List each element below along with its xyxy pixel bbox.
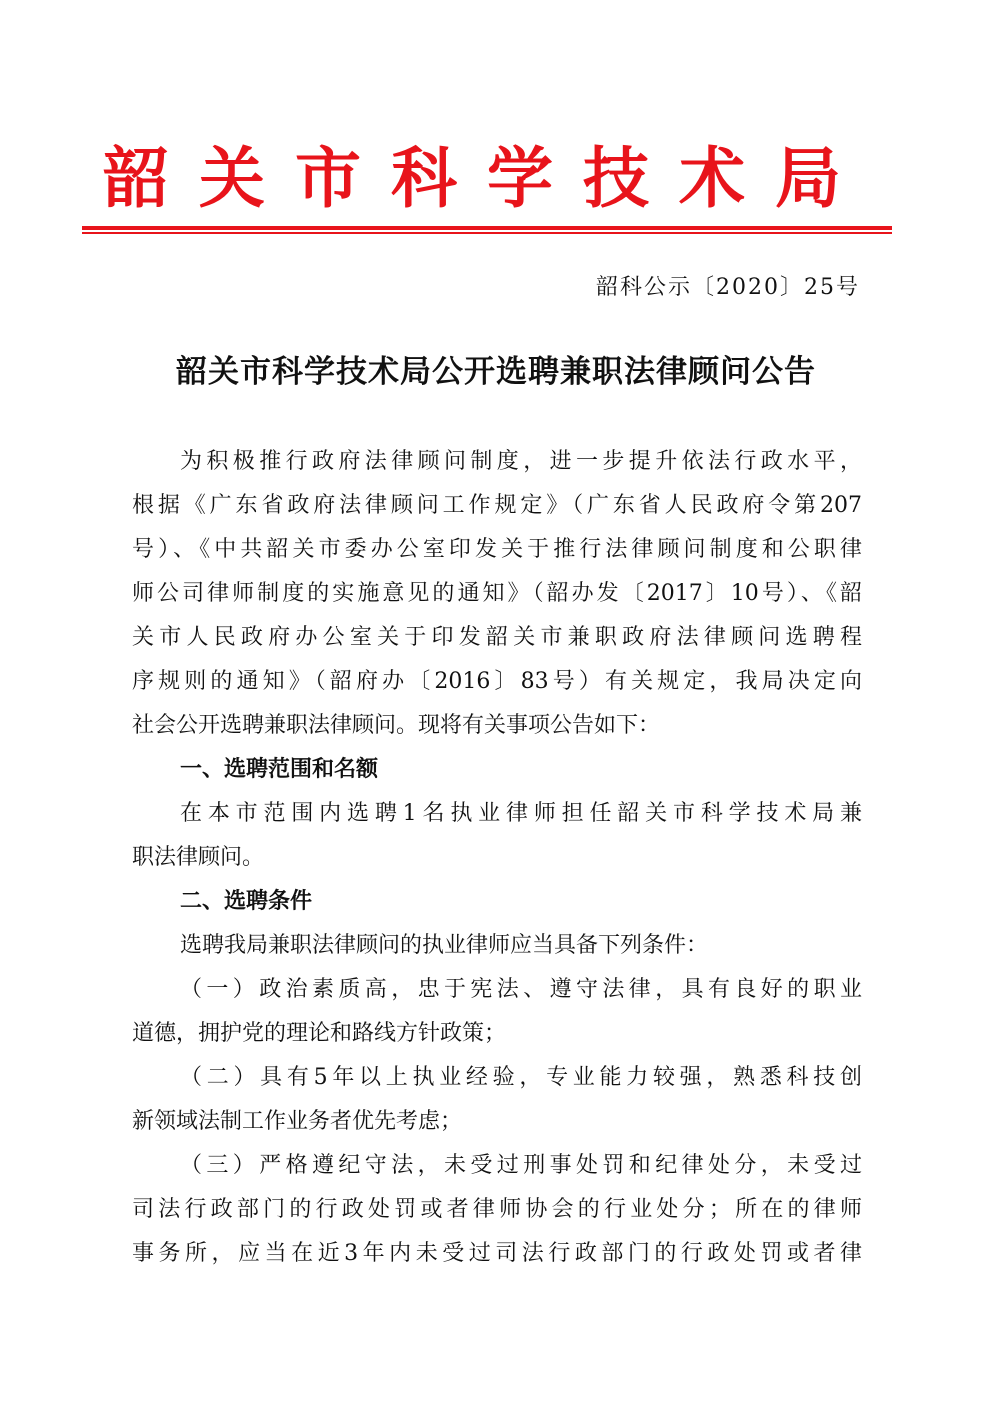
masthead-org-name: 韶关市科学技术局: [103, 139, 871, 217]
condition-item-3-line: 司法行政部门的行政处罚或者律师协会的行业处分；所在的律师: [132, 1197, 862, 1222]
section-heading-2: 二、选聘条件: [180, 889, 313, 914]
intro-line: 根据《广东省政府法律顾问工作规定》（广东省人民政府令第207: [132, 493, 862, 518]
document-body: [132, 440, 862, 1276]
intro-line: 序规则的通知》（韶府办〔2016〕83号）有关规定，我局决定向: [132, 669, 862, 694]
condition-item-3-line: 事务所，应当在近3年内未受过司法行政部门的行政处罚或者律: [132, 1241, 862, 1266]
section1-line: 职法律顾问。: [132, 845, 265, 870]
intro-line: 关市人民政府办公室关于印发韶关市兼职政府法律顾问选聘程: [132, 625, 862, 650]
section-heading-1: 一、选聘范围和名额: [180, 757, 379, 782]
intro-line: 社会公开选聘兼职法律顾问。现将有关事项公告如下：: [132, 713, 661, 738]
masthead-red-rule: [82, 226, 892, 230]
section2-lead: 选聘我局兼职法律顾问的执业律师应当具备下列条件：: [180, 933, 709, 958]
condition-item-2-line: 新领域法制工作业务者优先考虑；: [132, 1109, 463, 1134]
condition-item-2-line: （二）具有5年以上执业经验，专业能力较强，熟悉科技创: [180, 1065, 862, 1090]
masthead-red-rule-thin: [82, 232, 892, 234]
intro-line: 号）、《中共韶关市委办公室印发关于推行法律顾问制度和公职律: [132, 537, 862, 562]
intro-line: 师公司律师制度的实施意见的通知》（韶办发〔2017〕10号）、《韶: [132, 581, 862, 606]
condition-item-1-line: （一）政治素质高，忠于宪法、遵守法律，具有良好的职业: [180, 977, 862, 1002]
intro-line: 为积极推行政府法律顾问制度，进一步提升依法行政水平，: [180, 449, 862, 474]
document-number: 韶科公示〔2020〕25号: [596, 275, 860, 300]
section1-line: 在本市范围内选聘1名执业律师担任韶关市科学技术局兼: [180, 801, 862, 826]
document-title: 韶关市科学技术局公开选聘兼职法律顾问公告: [176, 354, 816, 390]
condition-item-3-line: （三）严格遵纪守法，未受过刑事处罚和纪律处分，未受过: [180, 1153, 862, 1178]
condition-item-1-line: 道德，拥护党的理论和路线方针政策；: [132, 1021, 507, 1046]
